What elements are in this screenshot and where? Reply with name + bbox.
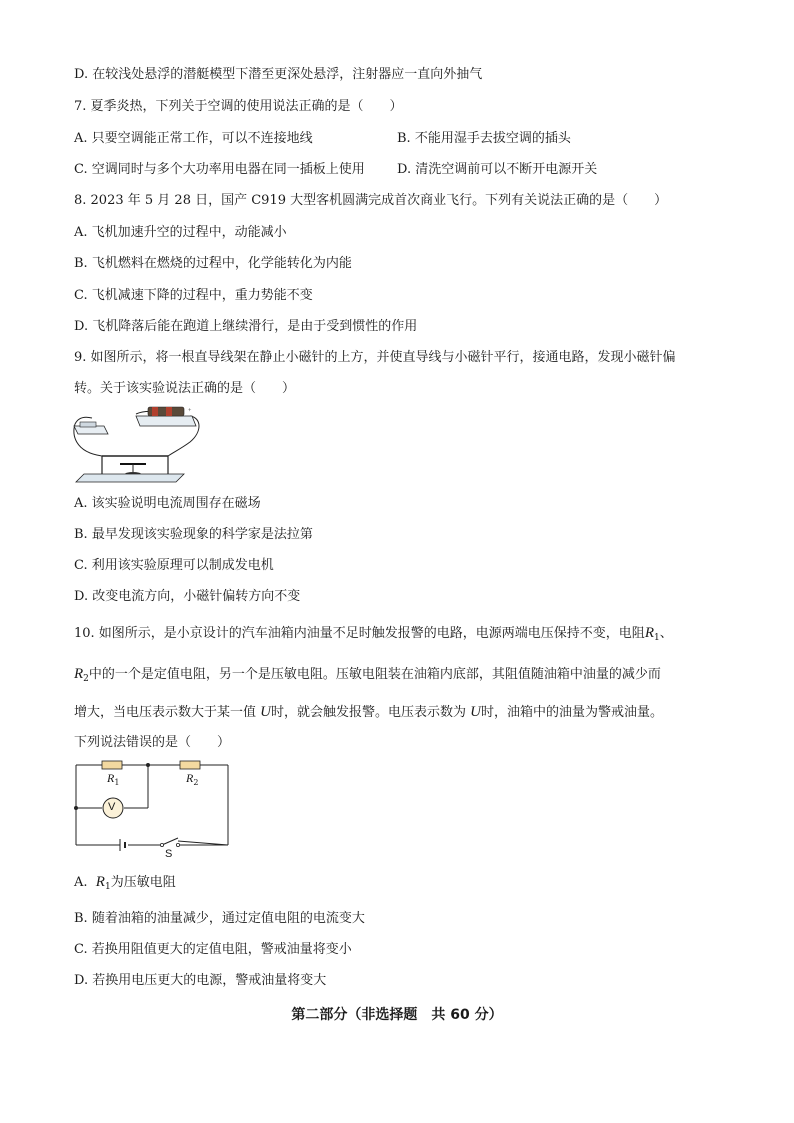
q10-option-a-label: A. (74, 875, 92, 890)
q9-option-d: D. 改变电流方向，小磁针偏转方向不变 (74, 589, 301, 604)
r2-subscript: 2 (83, 674, 89, 684)
q8-stem: 8. 2023 年 5 月 28 日，国产 C919 大型客机圆满完成首次商业飞行。下列有关说法正确的是（ ） (74, 193, 668, 208)
q8-option-c: C. 飞机减速下降的过程中，重力势能不变 (74, 288, 313, 303)
q9-option-a: A. 该实验说明电流周围存在磁场 (74, 496, 261, 511)
q10-stem-text-1: 10. 如图所示，是小京设计的汽车油箱内油量不足时触发报警的电路，电源两端电压保持不变，电阻 (74, 626, 645, 641)
q10-option-d: D. 若换用电压更大的电源，警戒油量将变大 (74, 973, 327, 988)
q10-option-a-r: R (95, 874, 105, 890)
q10-stem-line1 (74, 625, 673, 646)
q10-stem-text-3c: 时，油箱中的油量为警戒油量。 (480, 705, 663, 720)
r1-subscript: 1 (653, 633, 660, 643)
r1-symbol: R (644, 625, 654, 641)
q10-option-a-tail: 为压敏电阻 (110, 875, 176, 890)
u-symbol-2: U (470, 704, 481, 720)
q7-option-d: D. 清洗空调前可以不断开电源开关 (397, 162, 598, 177)
q10-stem-text-1-tail: 、 (659, 626, 673, 641)
section-heading: 第二部分（非选择题 共 60 分） (291, 1007, 503, 1023)
q7-option-c: C. 空调同时与多个大功率用电器在同一插板上使用 (74, 162, 365, 177)
q10-option-c: C. 若换用阻值更大的定值电阻，警戒油量将变小 (74, 942, 352, 957)
u-symbol: U (260, 704, 271, 720)
q10-stem-line2 (74, 666, 661, 687)
q7-option-b: B. 不能用湿手去拔空调的插头 (397, 131, 571, 146)
q10-option-a (74, 874, 176, 895)
svg-text:+: + (188, 408, 192, 414)
q6-option-d: D. 在较浅处悬浮的潜艇模型下潜至更深处悬浮，注射器应一直向外抽气 (74, 67, 483, 82)
q9-stem-line1: 9. 如图所示，将一根直导线架在静止小磁针的上方，并使直导线与小磁针平行，接通电路，发现小磁针偏 (74, 350, 676, 365)
q9-oersted-experiment-figure (70, 404, 206, 484)
q10-stem-line3 (74, 704, 663, 721)
q10-option-a-r-sub: 1 (104, 882, 111, 892)
r1-resistor (102, 761, 122, 769)
q7-option-a: A. 只要空调能正常工作，可以不连接地线 (74, 131, 313, 146)
circuit-label-switch: S (165, 848, 173, 860)
r2-symbol: R (74, 666, 84, 682)
q8-option-a: A. 飞机加速升空的过程中，动能减小 (74, 225, 287, 240)
q10-stem-text-2: 中的一个是定值电阻，另一个是压敏电阻。压敏电阻装在油箱内底部，其阻值随油箱中油量的减少而 (88, 667, 661, 682)
q10-circuit-diagram (68, 756, 238, 862)
q7-stem: 7. 夏季炎热，下列关于空调的使用说法正确的是（ ） (74, 99, 403, 114)
q10-stem-text-3b: 时，就会触发报警。电压表示数为 (270, 705, 471, 720)
q10-stem-text-3a: 增大，当电压表示数大于某一值 (74, 705, 261, 720)
q9-stem-line2: 转。关于该实验说法正确的是（ ） (74, 381, 296, 396)
circuit-label-r2: $R_2$ (186, 771, 199, 787)
q9-option-c: C. 利用该实验原理可以制成发电机 (74, 558, 274, 573)
q10-option-b: B. 随着油箱的油量减少，通过定值电阻的电流变大 (74, 911, 365, 926)
q8-option-b: B. 飞机燃料在燃烧的过程中，化学能转化为内能 (74, 256, 352, 271)
r2-resistor (180, 761, 200, 769)
q8-option-d: D. 飞机降落后能在跑道上继续滑行，是由于受到惯性的作用 (74, 319, 418, 334)
circuit-label-voltmeter: V (108, 801, 116, 813)
q9-option-b: B. 最早发现该实验现象的科学家是法拉第 (74, 527, 313, 542)
q10-stem-line4: 下列说法错误的是（ ） (74, 735, 231, 750)
circuit-label-r1: $R_1$ (107, 771, 120, 787)
